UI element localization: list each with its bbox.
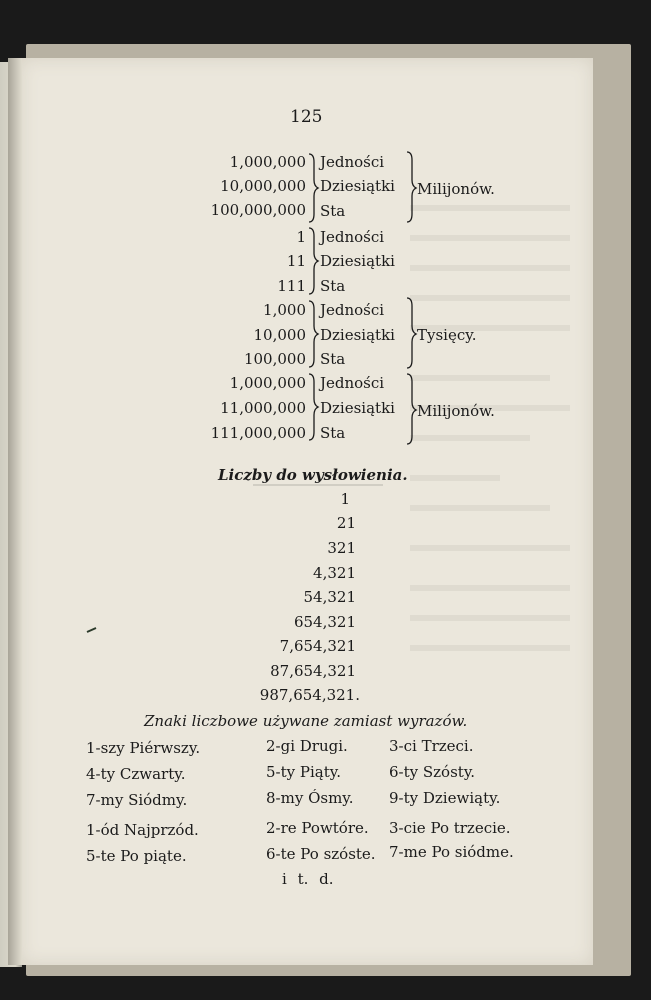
place-number: 10,000 xyxy=(253,326,306,344)
place-name: Sta xyxy=(320,424,346,442)
ordinal-cell: 3-ci Trzeci. xyxy=(389,737,474,755)
place-number: 100,000 xyxy=(243,350,306,368)
ordinal-cell: 7-me Po siódme. xyxy=(389,843,514,861)
number-to-read: 21 xyxy=(336,514,356,532)
place-name: Dziesiątki xyxy=(320,399,395,417)
ink-mark xyxy=(86,626,98,634)
ordinal-cell: 6-ty Szósty. xyxy=(389,763,476,781)
place-number: 100,000,000 xyxy=(210,201,306,219)
place-name: Jedności xyxy=(320,153,385,171)
number-to-read: 7,654,321 xyxy=(279,637,356,655)
group-label-millions: Milijonów. xyxy=(417,180,495,198)
number-to-read: 54,321 xyxy=(303,588,356,606)
ordinal-cell: 3-cie Po trzecie. xyxy=(389,819,511,837)
place-number: 11,000,000 xyxy=(220,399,306,417)
ordinal-cell: 5-ty Piąty. xyxy=(266,763,341,781)
middle-braces xyxy=(306,152,320,452)
place-number: 10,000,000 xyxy=(220,177,306,195)
place-name: Dziesiątki xyxy=(320,326,395,344)
place-name: Dziesiątki xyxy=(320,177,395,195)
number-to-read: 87,654,321 xyxy=(270,662,356,680)
ordinal-cell: 1-szy Piérwszy. xyxy=(86,739,201,757)
ordinal-cell: 6-te Po szóste. xyxy=(266,845,376,863)
place-name: Dziesiątki xyxy=(320,252,395,270)
place-name: Sta xyxy=(320,350,346,368)
group-label-thousands: Tysięcy. xyxy=(417,326,477,344)
place-name: Jedności xyxy=(320,228,385,246)
page-number: 125 xyxy=(290,107,323,127)
number-to-read: 1 xyxy=(340,490,350,508)
ordinal-cell: 5-te Po piąte. xyxy=(86,847,187,865)
ordinal-cell: 1-ód Najprzód. xyxy=(86,821,199,839)
place-name: Sta xyxy=(320,202,346,220)
group-label-millions: Milijonów. xyxy=(417,402,495,420)
place-name: Jedności xyxy=(320,374,385,392)
place-name: Jedności xyxy=(320,301,385,319)
place-number: 1,000,000 xyxy=(229,153,306,171)
place-number: 111 xyxy=(277,277,306,295)
ordinal-cell: 7-my Siódmy. xyxy=(86,791,188,809)
title-underline xyxy=(253,483,393,487)
page-gutter xyxy=(8,58,22,965)
place-number: 11 xyxy=(286,252,306,270)
ordinal-cell: 2-gi Drugi. xyxy=(266,737,348,755)
place-number: 111,000,000 xyxy=(210,424,306,442)
number-to-read: 321 xyxy=(327,539,356,557)
ordinal-cell: 9-ty Dziewiąty. xyxy=(389,789,501,807)
section-title: Liczby do wysłowienia. xyxy=(218,466,408,484)
ordinal-cell: 2-re Powtóre. xyxy=(266,819,369,837)
place-number: 1,000 xyxy=(263,301,306,319)
place-number: 1,000,000 xyxy=(229,374,306,392)
closing-text: i t. d. xyxy=(282,870,334,888)
ordinals-title: Znaki liczbowe używane zamiast wyrazów. xyxy=(144,712,468,730)
place-number: 1 xyxy=(296,228,306,246)
place-name: Sta xyxy=(320,277,346,295)
book-page xyxy=(20,58,593,965)
ordinal-cell: 4-ty Czwarty. xyxy=(86,765,186,783)
ordinal-cell: 8-my Ósmy. xyxy=(266,789,354,807)
number-to-read: 987,654,321. xyxy=(259,686,360,704)
number-to-read: 4,321 xyxy=(313,564,356,582)
number-to-read: 654,321 xyxy=(293,613,356,631)
